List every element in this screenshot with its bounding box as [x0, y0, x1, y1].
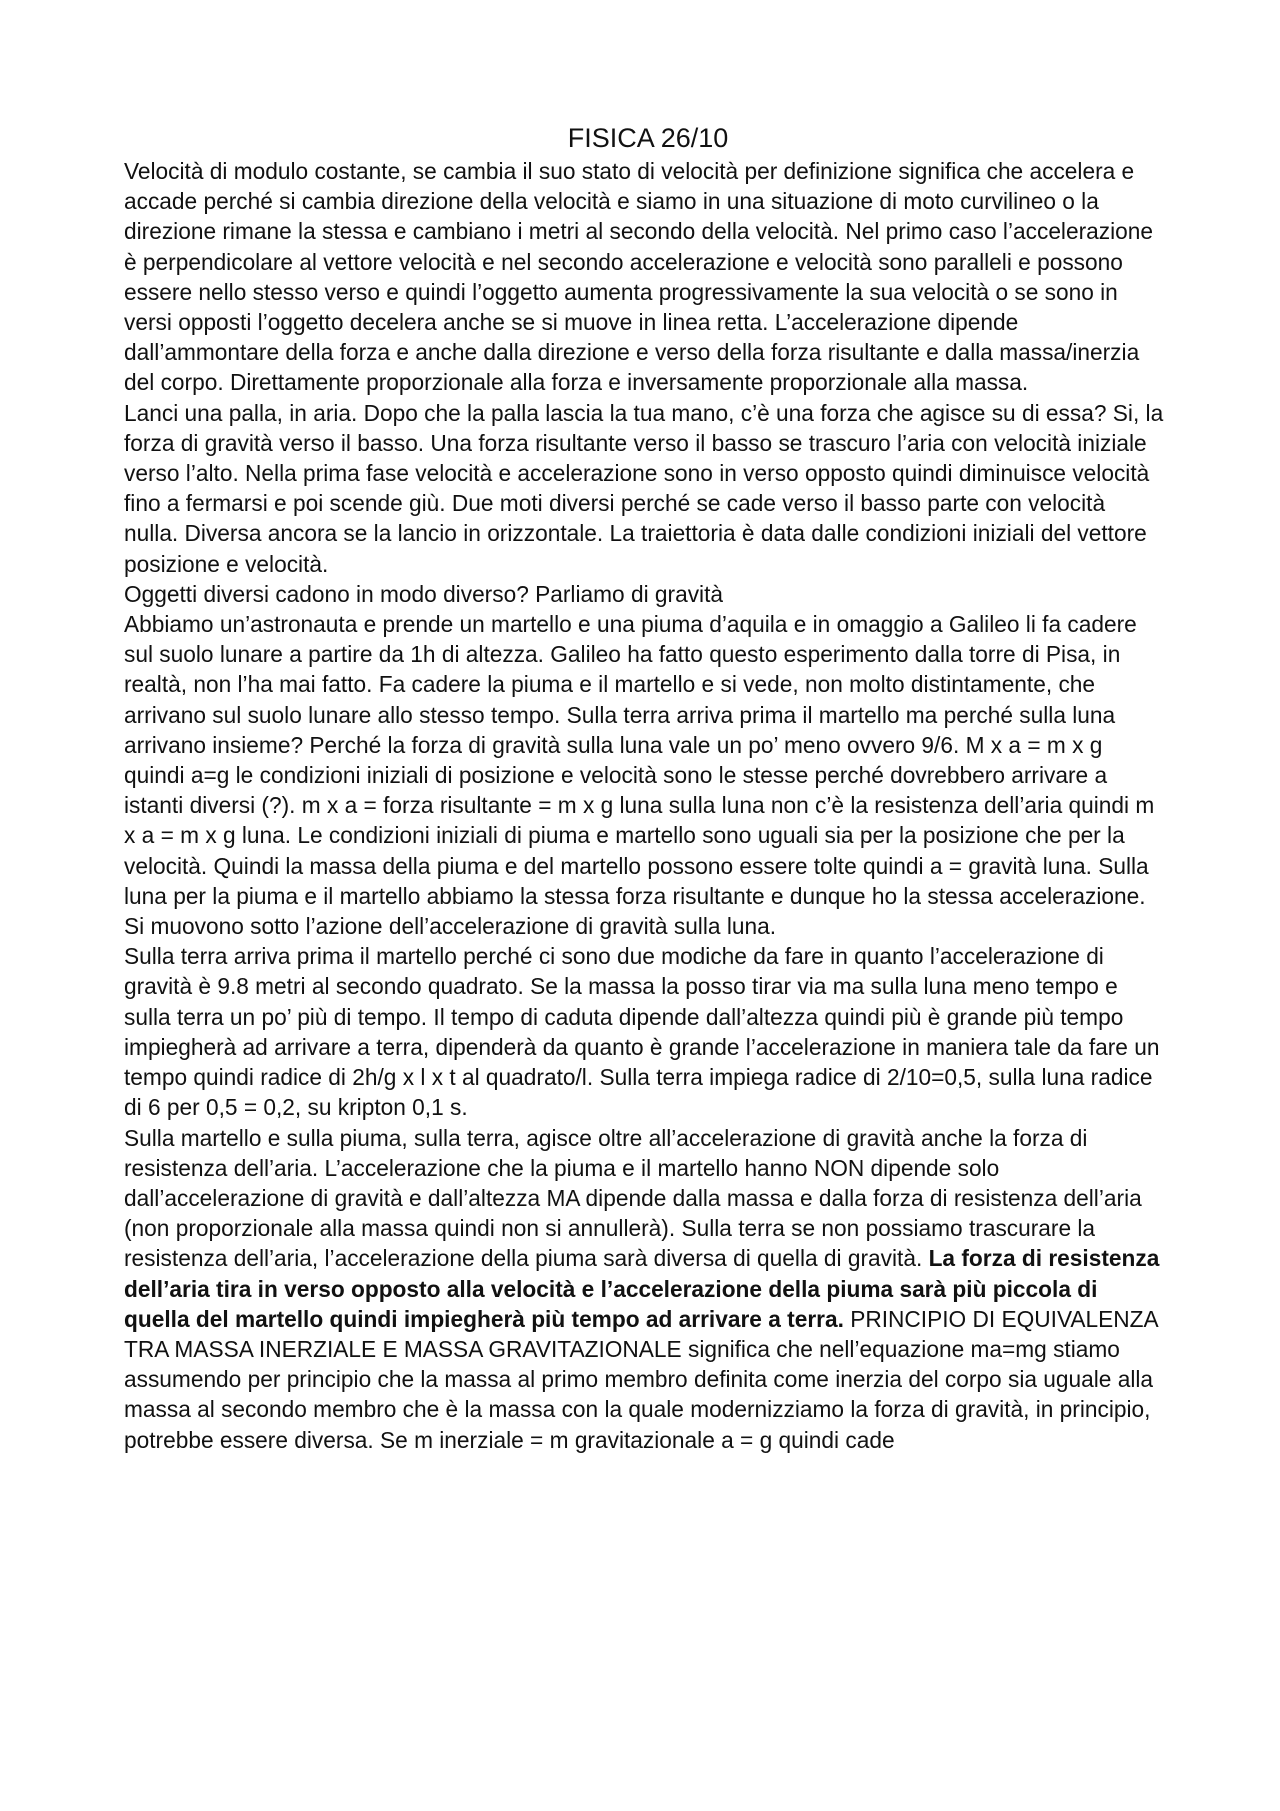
document-page — [124, 122, 1164, 1455]
paragraph-astronaut-experiment: Abbiamo un’astronauta e prende un martello e una piuma d’aquila e in omaggio a Galileo li fa cadere sul suolo lunare a partire da 1h di altezza. Galileo ha fatto questo esperimento dalla torre di Pisa, in realtà, non l’ha mai fatto. Fa cadere la piuma e il martello e si vede, non molto distintamente, che arrivano sul suolo lunare allo stesso tempo. Sulla terra arriva prima il martello ma perché sulla luna arrivano insieme? Perché la forza di gravità sulla luna vale un po’ meno ovvero 9/6. M x a = m x g quindi a=g le condizioni iniziali di posizione e velocità sono le stesse perché dovrebbero arrivare a istanti diversi (?). m x a = forza risultante = m x g luna sulla luna non c’è la resistenza dell’aria quindi m x a = m x g luna. Le condizioni iniziali di piuma e martello sono uguali sia per la posizione che per la velocità. Quindi la massa della piuma e del martello possono essere tolte quindi a = gravità luna. Sulla luna per la piuma e il martello abbiamo la stessa forza risultante e dunque ho la stessa accelerazione. Si muovono sotto l’azione dell’accelerazione di gravità sulla luna. — [124, 611, 1155, 940]
document-title: FISICA 26/10 — [567, 123, 729, 153]
paragraph-ball-throw: Lanci una palla, in aria. Dopo che la palla lascia la tua mano, c’è una forza che agisce su di essa? Si, la forza di gravità verso il basso. Una forza risultante verso il basso se trascuro l’aria con velocità iniziale verso l’alto. Nella prima fase velocità e accelerazione sono in verso opposto quindi diminuisce velocità fino a fermarsi e poi scende giù. Due moti diversi perché se cade verso il basso parte con velocità nulla. Diversa ancora se la lancio in orizzontale. La traiettoria è data dalle condizioni iniziali del vettore posizione e velocità. — [124, 399, 1164, 577]
paragraph-velocity: Velocità di modulo costante, se cambia il suo stato di velocità per definizione significa che accelera e accade perché si cambia direzione della velocità e siamo in una situazione di moto curvilineo o la direzione rimane la stessa e cambiano i metri al secondo della velocità. Nel primo caso l’accelerazione è perpendicolare al vettore velocità e nel secondo accelerazione e velocità sono paralleli e possono essere nello stesso verso e quindi l’oggetto aumenta progressivamente la sua velocità o se sono in versi opposti l’oggetto decelera anche se si muove in linea retta. L’accelerazione dipende dall’ammontare della forza e anche dalla direzione e verso della forza risultante e dalla massa/inerzia del corpo. Direttamente proporzionale alla forza e inversamente proporzionale alla massa. — [124, 158, 1154, 396]
equivalence-principle-text: PRINCIPIO DI EQUIVALENZA TRA MASSA INERZIALE E MASSA GRAVITAZIONALE significa che nell’equazione ma=mg stiamo assumendo per principio che la massa al primo membro definita come inerzia del corpo sia uguale alla massa al secondo membro che è la massa con la quale modernizziamo la forza di gravità, in principio, potrebbe essere diversa. Se m inerziale = m gravitazionale a = g quindi cade — [124, 1305, 1158, 1453]
paragraph-gravity-question: Oggetti diversi cadono in modo diverso? Parliamo di gravità — [124, 580, 724, 607]
paragraph-air-resistance — [124, 1123, 1164, 1455]
air-resistance-bold-text: La forza di resistenza dell’aria tira in verso opposto alla velocità e l’accelerazione della piuma sarà più piccola di quella del martello quindi impiegherà più tempo ad arrivare a terra. — [124, 1245, 1160, 1332]
air-resistance-text: Sulla martello e sulla piuma, sulla terra, agisce oltre all’accelerazione di gravità anche la forza di resistenza dell’aria. L’accelerazione che la piuma e il martello hanno NON dipende solo dall’accelerazione di gravità e dall’altezza MA dipende dalla massa e dalla forza di resistenza dell’aria (non proporzionale alla massa quindi non si annullerà). Sulla terra se non possiamo trascurare la resistenza dell’aria, l’accelerazione della piuma sarà diversa di quella di gravità. — [124, 1124, 1142, 1272]
paragraph-earth-fall-time: Sulla terra arriva prima il martello perché ci sono due modiche da fare in quanto l’accelerazione di gravità è 9.8 metri al secondo quadrato. Se la massa la posso tirar via ma sulla luna meno tempo e sulla terra un po’ più di tempo. Il tempo di caduta dipende dall’altezza quindi più è grande più tempo impiegherà ad arrivare a terra, dipenderà da quanto è grande l’accelerazione in maniera tale da fare un tempo quindi radice di 2h/g x l x t al quadrato/l. Sulla terra impiega radice di 2/10=0,5, sulla luna radice di 6 per 0,5 = 0,2, su kripton 0,1 s. — [124, 943, 1160, 1121]
